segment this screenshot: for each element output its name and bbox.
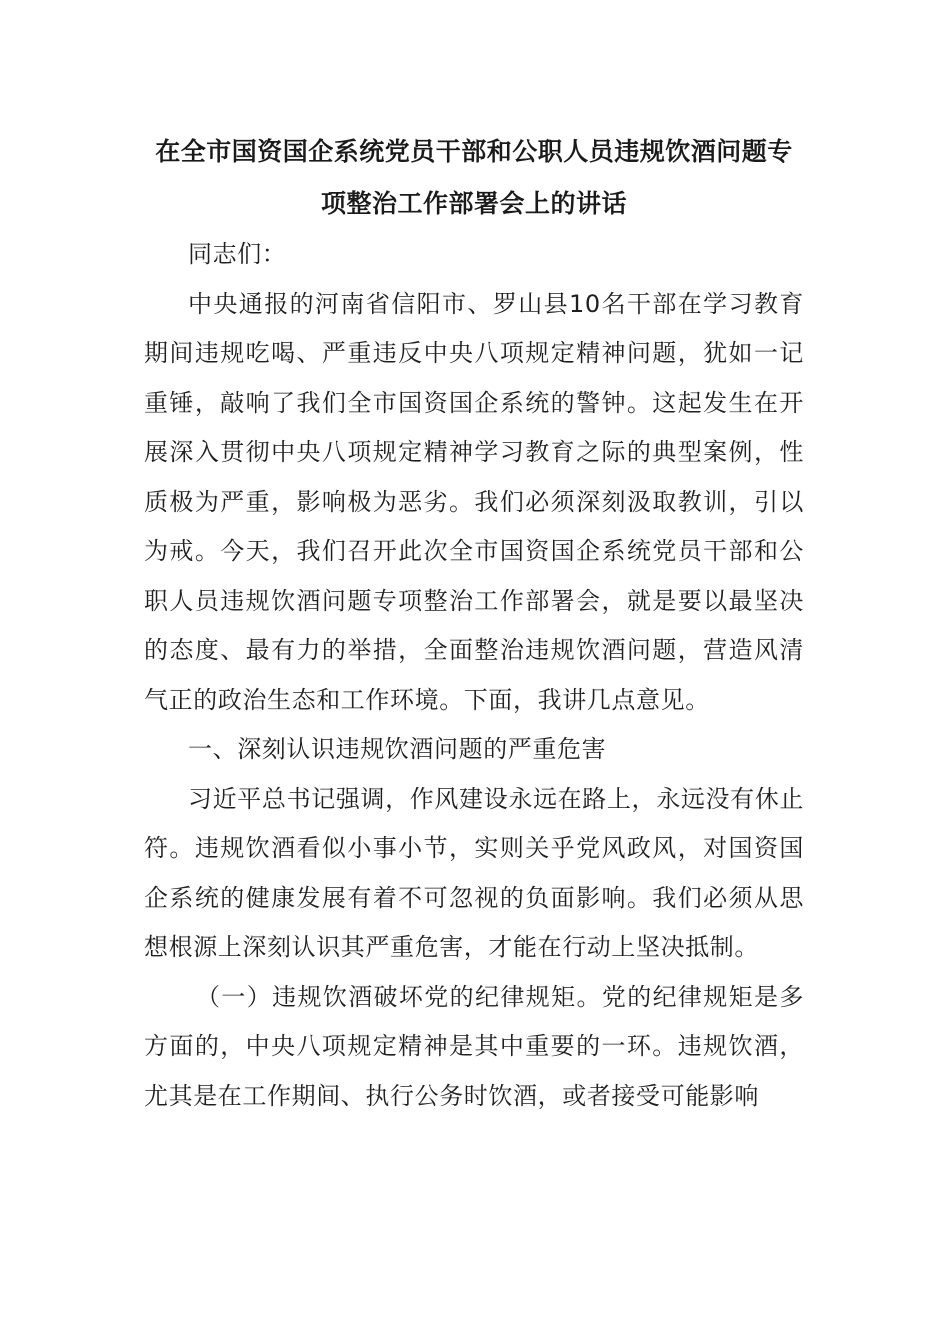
subsection-1-paragraph: （一）违规饮酒破坏党的纪律规矩。党的纪律规矩是多方面的，中央八项规定精神是其中重要的一环。违规饮酒，尤其是在工作期间、执行公务时饮酒，或者接受可能影响 — [144, 982, 804, 1110]
document-body — [144, 126, 804, 1121]
section-1-paragraph: 习近平总书记强调，作风建设永远在路上，永远没有休止符。违规饮酒看似小事小节，实则关乎党风政风，对国资国企系统的健康发展有着不可忽视的负面影响。我们必须从思想根源上深刻认识其严重危害，才能在行动上坚决抵制。 — [144, 784, 804, 961]
document-title: 在全市国资国企系统党员干部和公职人员违规饮酒问题专项整治工作部署会上的讲话 — [155, 137, 793, 218]
section-heading-1: 一、深刻认识违规饮酒问题的严重危害 — [188, 735, 607, 763]
salutation: 同志们： — [188, 240, 287, 268]
intro-paragraph: 中央通报的河南省信阳市、罗山县10名干部在学习教育期间违规吃喝、严重违反中央八项规定精神问题，犹如一记重锤，敲响了我们全市国资国企系统的警钟。这起发生在开展深入贯彻中央八项规定精神学习教育之际的典型案例，性质极为严重，影响极为恶劣。我们必须深刻汲取教训，引以为戒。今天，我们召开此次全市国资国企系统党员干部和公职人员违规饮酒问题专项整治工作部署会，就是要以最坚决的态度、最有力的举措，全面整治违规饮酒问题，营造风清气正的政治生态和工作环境。下面，我讲几点意见。 — [144, 289, 804, 714]
